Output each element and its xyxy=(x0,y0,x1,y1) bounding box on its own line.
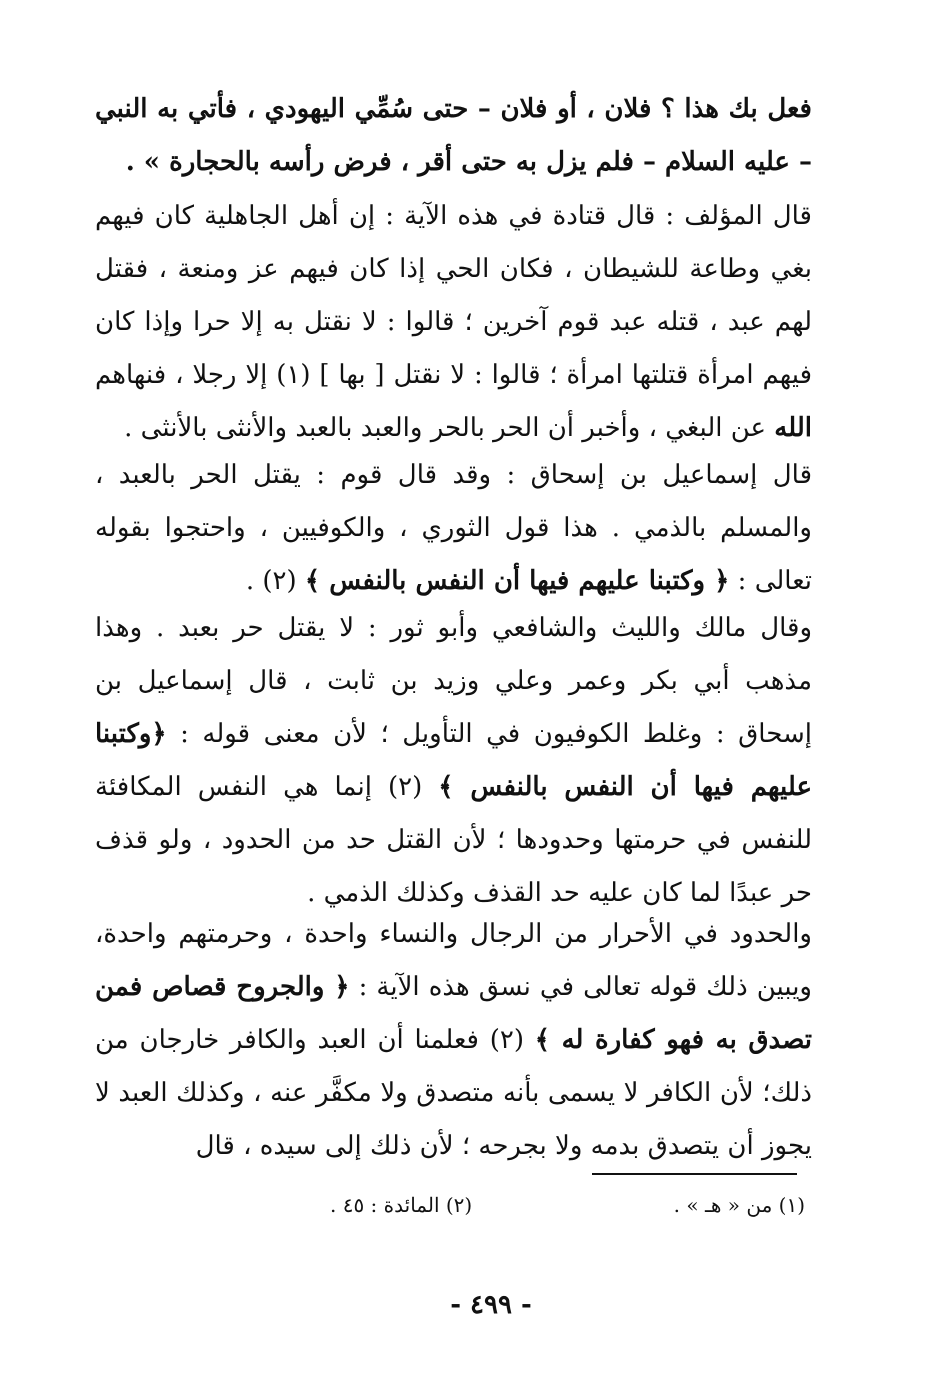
paragraph-2-text-a: قال المؤلف : قال قتادة في هذه الآية : إن أهل الجاهلية كان فيهم بغي وطاعة للشيطان ، فكان الحي إذا كان فيهم عز ومنعة ، فقتل لهم عبد ، قتله عبد قوم آخرين ؛ قالوا : لا نقتل به إلا حرا وإذا كان فيهم امرأة قتلتها امرأة ؛ قالوا : لا نقتل [ بها ] (١) إلا رجلا ، فنهاهم xyxy=(95,201,813,390)
footnote-divider xyxy=(592,1173,797,1175)
footnote-1: (١) من « هـ » . xyxy=(673,1193,805,1217)
paragraph-2-text-c: عن البغي ، وأخبر أن الحر بالحر والعبد بالعبد والأنثى بالأنثى . xyxy=(124,413,775,443)
paragraph-3 xyxy=(95,449,812,608)
paragraph-5-text-a: والحدود في الأحرار من الرجال والنساء واحدة ، وحرمتهم واحدة، ويبين ذلك قوله تعالى في نسق هذه الآية : xyxy=(95,919,812,1002)
paragraph-5-quran-quote: ﴿ والجروح قصاص فمن تصدق به فهو كفارة له ﴾ xyxy=(95,972,812,1055)
paragraph-1-text: فعل بك هذا ؟ فلان ، أو فلان – حتى سُمِّي اليهودي ، فأتي به النبي – عليه السلام – فلم يزل به حتى أقر ، فرض رأسه بالحجارة » . xyxy=(95,94,812,177)
paragraph-2 xyxy=(95,190,812,455)
paragraph-3-quran-quote: ﴿ وكتبنا عليهم فيها أن النفس بالنفس ﴾ xyxy=(304,566,730,596)
paragraph-3-text-a: قال إسماعيل بن إسحاق : وقد قال قوم : يقتل الحر بالعبد ، والمسلم بالذمي . هذا قول الثوري ، والكوفيين ، واحتجوا بقوله تعالى : xyxy=(95,460,812,596)
paragraph-1 xyxy=(95,83,812,189)
paragraph-4-quran-quote: ﴿وكتبنا عليهم فيها أن النفس بالنفس ﴾ xyxy=(95,719,812,802)
paragraph-4 xyxy=(95,602,812,920)
paragraph-4-text-c: (٢) إنما هي النفس المكافئة للنفس في حرمتها وحدودها ؛ لأن القتل حد من الحدود ، ولو قذف حر عبدًا لما كان عليه حد القذف وكذلك الذمي . xyxy=(95,772,812,908)
page-number: - ٤٩٩ - xyxy=(450,1290,532,1320)
paragraph-3-text-c: (٢) . xyxy=(245,566,305,596)
paragraph-5-text-c: (٢) فعلمنا أن العبد والكافر خارجان من ذلك؛ لأن الكافر لا يسمى بأنه متصدق ولا مكفَّر عنه ، وكذلك العبد لا يجوز أن يتصدق بدمه ولا بجرحه ؛ لأن ذلك إلى سيده ، قال xyxy=(95,1025,812,1161)
footnotes xyxy=(330,1188,805,1222)
paragraph-2-text-b: الله xyxy=(774,413,812,443)
paragraph-4-text-a: وقال مالك والليث والشافعي وأبو ثور : لا يقتل حر بعبد . وهذا مذهب أبي بكر وعمر وعلي وزيد بن ثابت ، قال إسماعيل بن إسحاق : وغلط الكوفيون في التأويل ؛ لأن معنى قوله : xyxy=(95,613,812,749)
paragraph-5 xyxy=(95,908,812,1173)
footnote-2: (٢) المائدة : ٤٥ . xyxy=(330,1193,473,1217)
